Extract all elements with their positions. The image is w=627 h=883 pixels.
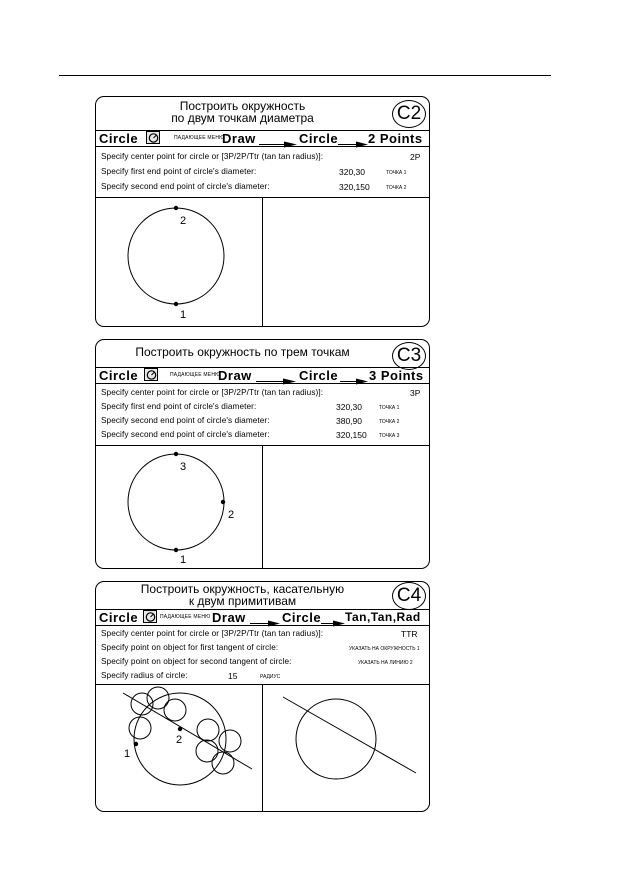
menu-draw[interactable]: Draw (222, 131, 256, 146)
prompt-value: 320,150 (336, 430, 367, 440)
prompt-line: Specify second end point of circle's diameter: (101, 430, 270, 439)
prompt-tag: ТОЧКА 1 (379, 405, 400, 411)
circle-tool-icon[interactable] (143, 610, 157, 623)
command-name: Circle (99, 131, 139, 146)
card-c2 (95, 96, 430, 327)
point-2 (174, 206, 178, 210)
card-title-line-1: Построить окружность, касательную (140, 582, 345, 596)
point-1 (174, 548, 178, 552)
point-2 (178, 727, 182, 731)
card-badge: C4 (392, 582, 426, 610)
menu-label: ПАДАЮЩЕЕ МЕНЮ (174, 135, 225, 141)
menu-option[interactable]: 3 Points (369, 368, 424, 383)
menu-draw[interactable]: Draw (218, 368, 252, 383)
point-label-1: 1 (124, 748, 131, 760)
prompt-line: Specify first end point of circle's diameter: (101, 402, 257, 411)
prompt-value: 380,90 (336, 416, 362, 426)
prompt-value: 320,30 (336, 402, 362, 412)
prompt-value: 15 (228, 671, 238, 681)
drawing-canvas (96, 685, 430, 812)
drawing-area (96, 198, 429, 327)
prompt-value: 3P (410, 388, 421, 398)
prompt-value: TTR (401, 629, 418, 639)
card-title-line-1: Построить окружность (179, 99, 306, 113)
prompt-line: Specify center point for circle or [3P/2P/Ttr (tan tan radius)]: (101, 152, 324, 161)
tangent-circle (197, 719, 219, 741)
point-label-3: 3 (180, 461, 187, 473)
command-name: Circle (99, 368, 139, 383)
prompt-line: Specify second end point of circle's diameter: (101, 182, 270, 191)
drawing-divider (262, 198, 263, 327)
card-c4 (95, 581, 430, 812)
drawn-circle (128, 454, 224, 550)
prompt-value: 320,30 (339, 167, 365, 177)
card-header (96, 340, 429, 368)
command-bar (96, 610, 429, 626)
point-label-2: 2 (180, 215, 187, 227)
drawn-circle (128, 208, 224, 304)
prompt-line: Specify center point for circle or [3P/2P/Ttr (tan tan radius)]: (101, 629, 324, 638)
point-label-2: 2 (176, 734, 183, 746)
circle-tool-icon[interactable] (144, 368, 158, 381)
point-2 (221, 500, 225, 504)
point-label-2: 2 (228, 509, 235, 521)
prompt-line: Specify radius of circle: (101, 671, 188, 680)
prompt-tag: УКАЗАТЬ НА ОКРУЖНОСТЬ 1 (349, 646, 420, 652)
prompt-line: Specify second end point of circle's diameter: (101, 416, 270, 425)
menu-circle[interactable]: Circle (299, 368, 339, 383)
prompt-line: Specify first end point of circle's diameter: (101, 167, 257, 176)
menu-draw[interactable]: Draw (212, 610, 246, 625)
drawing-divider (262, 685, 263, 812)
drawing-area (96, 685, 429, 812)
command-bar (96, 131, 429, 147)
prompt-block (96, 384, 429, 446)
command-bar (96, 368, 429, 384)
tangent-circle (196, 740, 218, 762)
circle-tool-icon[interactable] (146, 131, 160, 144)
point-1 (174, 302, 178, 306)
card-header (96, 582, 429, 610)
prompt-tag: ТОЧКА 1 (386, 170, 407, 176)
prompt-line: Specify point on object for second tangent of circle: (101, 657, 292, 666)
menu-option[interactable]: 2 Points (368, 131, 423, 146)
prompt-value: 2P (410, 152, 421, 162)
card-badge: C3 (392, 342, 426, 370)
menu-label: ПАДАЮЩЕЕ МЕНЮ (170, 372, 221, 378)
menu-circle[interactable]: Circle (282, 610, 322, 625)
tangent-circle (219, 730, 241, 752)
menu-circle[interactable]: Circle (299, 131, 339, 146)
card-header (96, 97, 429, 131)
prompt-tag: УКАЗАТЬ НА ЛИНИЮ 2 (358, 660, 413, 666)
prompt-tag: ТОЧКА 2 (379, 419, 400, 425)
prompt-value: 320,150 (339, 182, 370, 192)
prompt-tag: РАДИУС (260, 674, 281, 680)
card-title-line-2: к двум примитивам (188, 594, 297, 608)
prompt-tag: ТОЧКА 2 (386, 185, 407, 191)
card-title-line-2: по двум точкам диаметра (171, 111, 314, 125)
header-rule (59, 75, 551, 76)
prompt-line: Specify center point for circle or [3P/2P/Ttr (tan tan radius)]: (101, 388, 324, 397)
card-badge: C2 (392, 100, 426, 128)
point-label-1: 1 (180, 554, 187, 566)
menu-label: ПАДАЮЩЕЕ МЕНЮ (160, 614, 211, 620)
card-title-line-1: Построить окружность по трем точкам (135, 345, 350, 359)
prompt-block (96, 147, 429, 198)
point-1 (134, 742, 138, 746)
command-name: Circle (99, 610, 139, 625)
card-c3 (95, 339, 430, 569)
prompt-line: Specify point on object for first tangent of circle: (101, 643, 279, 652)
drawing-divider (262, 446, 263, 569)
prompt-tag: ТОЧКА 3 (379, 433, 400, 439)
menu-option[interactable]: Tan,Tan,Rad (345, 610, 421, 624)
drawing-area (96, 446, 429, 569)
drawing-canvas (96, 198, 430, 327)
tangent-circle (147, 687, 169, 709)
point-label-1: 1 (180, 309, 187, 321)
drawing-canvas (96, 446, 430, 569)
point-3 (174, 452, 178, 456)
tangent-circle (164, 699, 186, 721)
prompt-block (96, 626, 429, 685)
tangent-circle (129, 717, 151, 739)
